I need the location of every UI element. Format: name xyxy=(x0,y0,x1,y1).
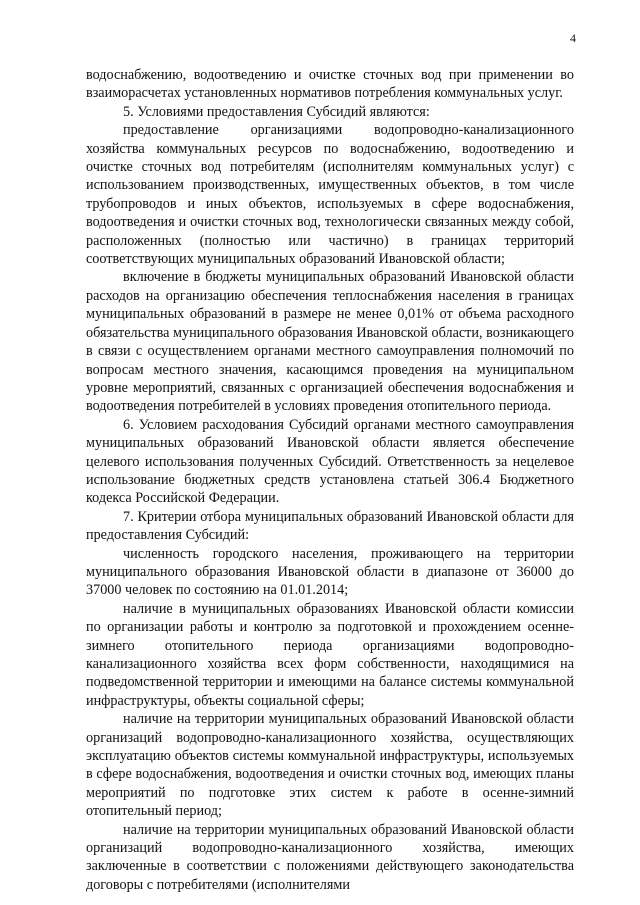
paragraph: водоснабжению, водоотведению и очистке сточных вод при применении во взаиморасчетах установленных нормативов потребления коммунальных услуг. xyxy=(86,67,574,102)
paragraph: 7. Критерии отбора муниципальных образований Ивановской области для предоставления Субсидий: xyxy=(86,508,574,544)
paragraph: наличие на территории муниципальных образований Ивановской области организаций водопроводно-канализационного хозяйства, имеющих заключенные в соответствии с положениями действующего законодательства договоры с потребителями (исполнителями xyxy=(86,821,574,893)
document-body xyxy=(86,66,574,894)
paragraph: предоставление организациями водопроводно-канализационного хозяйства коммунальных ресурсов по водоснабжению, водоотведению и очистке сточных вод потребителям (исполнителям коммунальных услуг) с использованием производственных, имущественных объектов, в том числе трубопроводов и иных объектов, используемых в сфере водоснабжения, водоотведения и очистки сточных вод, технологически связанных между собой, расположенных (полностью или частично) в границах территорий соответствующих муниципальных образований Ивановской области; xyxy=(86,122,574,268)
paragraph: 6. Условием расходования Субсидий органами местного самоуправления муниципальных образований Ивановской области является обеспечение целевого использования полученных Субсидий. Ответственность за нецелевое использование бюджетных средств установлена статьей 306.4 Бюджетного кодекса Российской Федерации. xyxy=(86,416,574,507)
paragraph: 5. Условиями предоставления Субсидий являются: xyxy=(123,103,430,120)
paragraph: включение в бюджеты муниципальных образований Ивановской области расходов на организацию обеспечения теплоснабжения населения в границах муниципальных образований в размере не менее 0,01% от объема расходного обязательства муниципального образования Ивановской области, возникающего в связи с осуществлением органами местного самоуправления полномочий по вопросам местного значения, касающимся проведения на муниципальном уровне мероприятий, связанных с организацией обеспечения водоснабжения и водоотведения потребителей в условиях проведения отопительного периода. xyxy=(86,269,574,415)
paragraph: наличие в муниципальных образованиях Ивановской области комиссии по организации работы и контролю за подготовкой и прохождением осенне-зимнего отопительного периода организациями водопроводно-канализационного хозяйства всех форм собственности, находящимися на подведомственной территории и имеющими на балансе системы коммунальной инфраструктуры, объекты социальной сферы; xyxy=(86,600,574,709)
page-number: 4 xyxy=(570,31,576,45)
paragraph: наличие на территории муниципальных образований Ивановской области организаций водопроводно-канализационного хозяйства, осуществляющих эксплуатацию объектов системы коммунальной инфраструктуры, используемых в сфере водоснабжения, водоотведения и очистки сточных вод, имеющих планы мероприятий по подготовке этих систем к работе в осенне-зимний отопительный период; xyxy=(86,711,574,820)
paragraph: численность городского населения, проживающего на территории муниципального образования Ивановской области в диапазоне от 36000 до 37000 человек по состоянию на 01.01.2014; xyxy=(86,545,574,599)
